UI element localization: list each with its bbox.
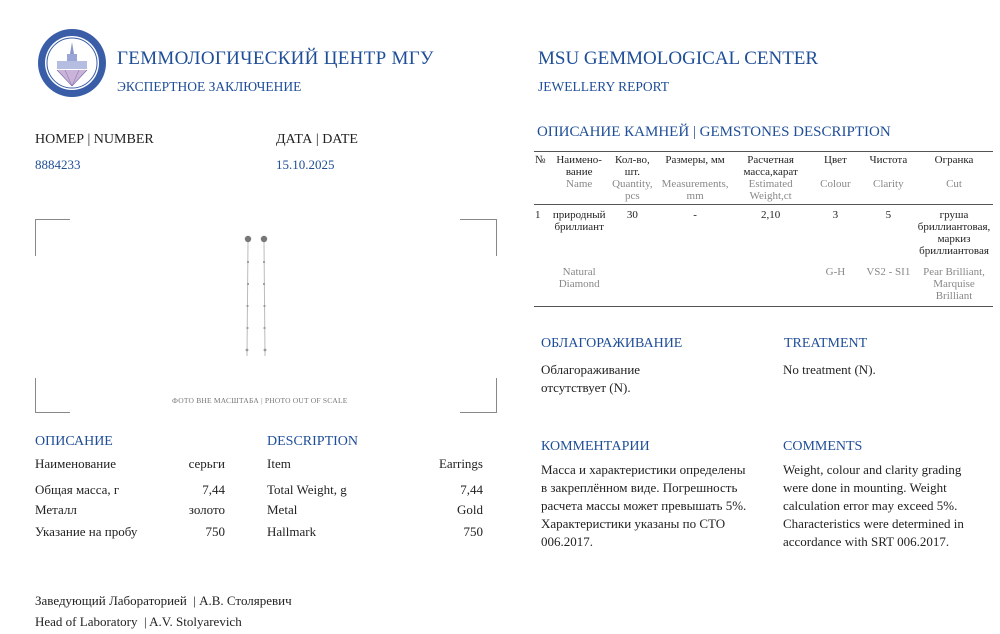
photo-frame-corner-tr: [460, 219, 497, 256]
gem-header-en-6: Clarity: [873, 178, 904, 190]
gem-header-ru-4: Расчетная масса,карат: [743, 154, 798, 178]
gem-header-en-0: [534, 178, 552, 205]
subtitle-en: JEWELLERY REPORT: [538, 79, 670, 94]
gem-cell-en-0: [534, 257, 552, 307]
comments-text-en: Weight, colour and clarity grading were done in mounting. Weight calculation error may exceed 5%. Characteristics were determined in accordance with SRT 006.2017.: [783, 462, 964, 549]
treatment-text-en: No treatment (N).: [783, 362, 876, 377]
gem-cell-en-2: [607, 257, 659, 307]
gem-header-ru-0: №: [535, 154, 546, 166]
number-value: 8884233: [35, 157, 81, 172]
gem-cell-ru-0: 1: [535, 209, 541, 221]
gem-cell-ru-6: 5: [885, 209, 892, 221]
subtitle-ru: ЭКСПЕРТНОЕ ЗАКЛЮЧЕНИЕ: [117, 79, 302, 94]
date-label: ДАТА | DATE: [276, 132, 358, 147]
gem-header-ru-row: [534, 152, 993, 179]
gem-cell-en-1: Natural Diamond: [558, 266, 600, 290]
desc-ru-value-3: 750: [205, 524, 225, 539]
gem-cell-ru-2: 30: [626, 209, 638, 221]
earrings-photo: [236, 232, 276, 362]
gem-header-en-4: Estimated Weight,ct: [748, 178, 793, 202]
gem-header-en-3: Measurements, mm: [661, 178, 729, 202]
title-en: MSU GEMMOLOGICAL CENTER: [538, 48, 819, 69]
desc-ru-label-2: Металл: [35, 502, 77, 517]
description-ru-heading: ОПИСАНИЕ: [35, 434, 113, 449]
desc-ru-value-1: 7,44: [202, 482, 225, 497]
gemstones-table: [534, 151, 993, 307]
gem-cell-en-7: Pear Brilliant, Marquise Brilliant: [923, 266, 985, 302]
photo-frame-corner-br: [460, 378, 497, 413]
gem-row-ru: [534, 205, 993, 258]
gem-cell-ru-7: груша бриллиантовая, маркиз бриллиантовая: [917, 209, 991, 257]
gem-row-en: [534, 257, 993, 307]
gem-cell-en-5: G-H: [825, 266, 846, 278]
earrings-image: [236, 232, 276, 362]
desc-ru-value-0: серьги: [188, 456, 225, 471]
gem-header-en-2: Quantity, pcs: [612, 178, 653, 202]
gem-cell-ru-3: -: [693, 209, 697, 221]
gem-cell-en-4: [732, 257, 809, 307]
gem-header-ru-7: Огранка: [934, 154, 974, 166]
gem-cell-ru-5: 3: [832, 209, 839, 221]
comments-heading-ru: КОММЕНТАРИИ: [541, 439, 650, 454]
treatment-heading-en: TREATMENT: [784, 336, 868, 351]
desc-en-label-2: Metal: [267, 502, 298, 517]
signature-en: Head of Laboratory | A.V. Stolyarevich: [35, 614, 242, 629]
gem-cell-en-6: VS2 - SI1: [866, 266, 911, 278]
desc-ru-label-0: Наименование: [35, 456, 116, 471]
desc-en-value-3: 750: [463, 524, 483, 539]
gem-header-ru-6: Чистота: [869, 154, 908, 166]
photo-frame-corner-bl: [35, 378, 70, 413]
desc-en-value-0: Earrings: [438, 456, 483, 471]
desc-en-label-3: Hallmark: [267, 524, 317, 539]
gem-header-en-row: [534, 178, 993, 205]
gemstones-heading: ОПИСАНИЕ КАМНЕЙ | GEMSTONES DESCRIPTION: [537, 124, 891, 140]
gem-header-ru-2: Кол-во, шт.: [615, 154, 650, 178]
msu-logo: [37, 28, 107, 98]
treatment-heading-ru: ОБЛАГОРАЖИВАНИЕ: [541, 336, 683, 351]
gem-cell-ru-1: природный бриллиант: [552, 209, 606, 233]
gem-header-ru-5: Цвет: [824, 154, 847, 166]
gem-header-en-7: Cut: [946, 178, 962, 190]
desc-en-label-0: Item: [267, 456, 291, 471]
gem-header-ru-1: Наимено-вание: [556, 154, 602, 178]
gem-cell-ru-4: 2,10: [761, 209, 781, 221]
gem-header-en-1: Name: [566, 178, 593, 190]
treatment-text-ru: Облагораживание отсутствует (N).: [541, 362, 641, 395]
desc-en-label-1: Total Weight, g: [267, 482, 347, 497]
date-value: 15.10.2025: [276, 157, 335, 172]
msu-emblem-icon: [37, 28, 107, 98]
desc-en-value-1: 7,44: [460, 482, 483, 497]
gem-header-ru-3: Размеры, мм: [665, 154, 725, 166]
gem-header-en-5: Colour: [820, 178, 851, 190]
desc-ru-label-3: Указание на пробу: [35, 524, 138, 539]
photo-caption: ФОТО ВНЕ МАСШТАБА | PHOTO OUT OF SCALE: [172, 396, 348, 405]
number-label: НОМЕР | NUMBER: [35, 132, 154, 147]
desc-ru-label-1: Общая масса, г: [35, 482, 120, 497]
photo-frame-corner-tl: [35, 219, 70, 256]
gem-cell-en-3: [658, 257, 732, 307]
desc-en-value-2: Gold: [457, 502, 483, 517]
title-ru: ГЕММОЛОГИЧЕСКИЙ ЦЕНТР МГУ: [117, 48, 434, 69]
comments-text-ru: Масса и характеристики определены в закреплённом виде. Погрешность расчета массы может превышать 5%. Характеристики указаны по СТО 006.2017.: [541, 462, 747, 549]
description-en-heading: DESCRIPTION: [267, 434, 359, 449]
comments-heading-en: COMMENTS: [783, 439, 863, 454]
desc-ru-value-2: золото: [188, 502, 225, 517]
signature-ru: Заведующий Лабораторией | А.В. Столяревич: [35, 593, 292, 608]
